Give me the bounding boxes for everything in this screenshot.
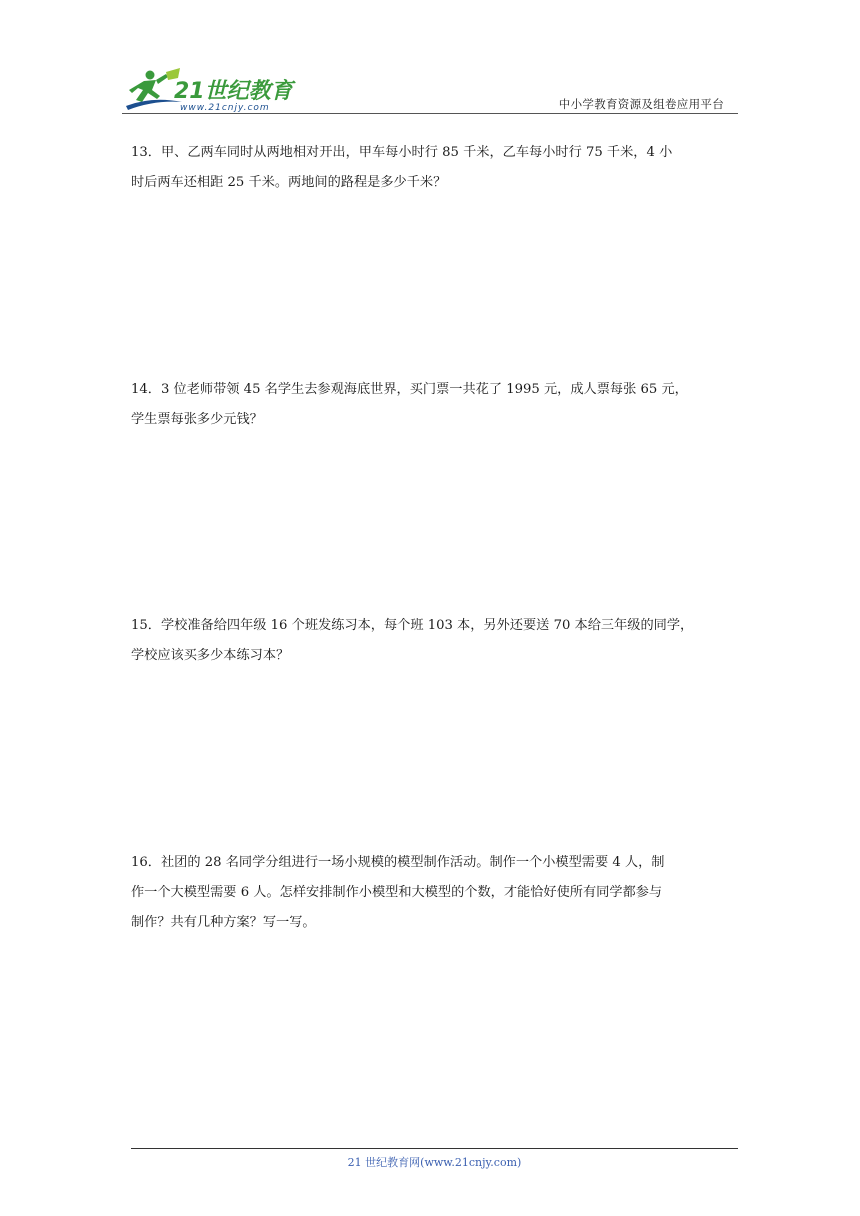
header-divider	[122, 113, 738, 114]
header-tagline: 中小学教育资源及组卷应用平台	[558, 97, 724, 111]
footer-link[interactable]: 21 世纪教育网(www.21cnjy.com)	[347, 1156, 522, 1169]
question-16	[131, 848, 731, 938]
page-header	[122, 66, 738, 118]
question-line: 15．学校准备给四年级 16 个班发练习本，每个班 103 本，另外还要送 70 本给三年级的同学，	[131, 618, 694, 633]
question-line: 16．社团的 28 名同学分组进行一场小规模的模型制作活动。制作一个小模型需要 4 人，制	[131, 855, 665, 870]
question-line: 14．3 位老师带领 45 名学生去参观海底世界，买门票一共花了 1995 元，成人票每张 65 元，	[131, 382, 688, 397]
site-logo	[122, 66, 297, 114]
question-15	[131, 611, 731, 671]
footer-divider	[131, 1148, 738, 1149]
question-line: 制作？共有几种方案？写一写。	[131, 915, 316, 930]
question-line: 时后两车还相距 25 千米。两地间的路程是多少千米？	[131, 175, 447, 190]
svg-text:www.21cnjy.com: www.21cnjy.com	[180, 103, 270, 113]
svg-text:21世纪教育: 21世纪教育	[174, 79, 293, 104]
question-line: 作一个大模型需要 6 人。怎样安排制作小模型和大模型的个数，才能恰好使所有同学都参与	[131, 885, 663, 900]
question-14	[131, 375, 731, 435]
question-line: 13．甲、乙两车同时从两地相对开出，甲车每小时行 85 千米，乙车每小时行 75 千米，4 小	[131, 145, 673, 160]
question-line: 学生票每张多少元钱？	[131, 412, 263, 427]
question-13	[131, 138, 731, 198]
question-line: 学校应该买多少本练习本？	[131, 648, 290, 663]
